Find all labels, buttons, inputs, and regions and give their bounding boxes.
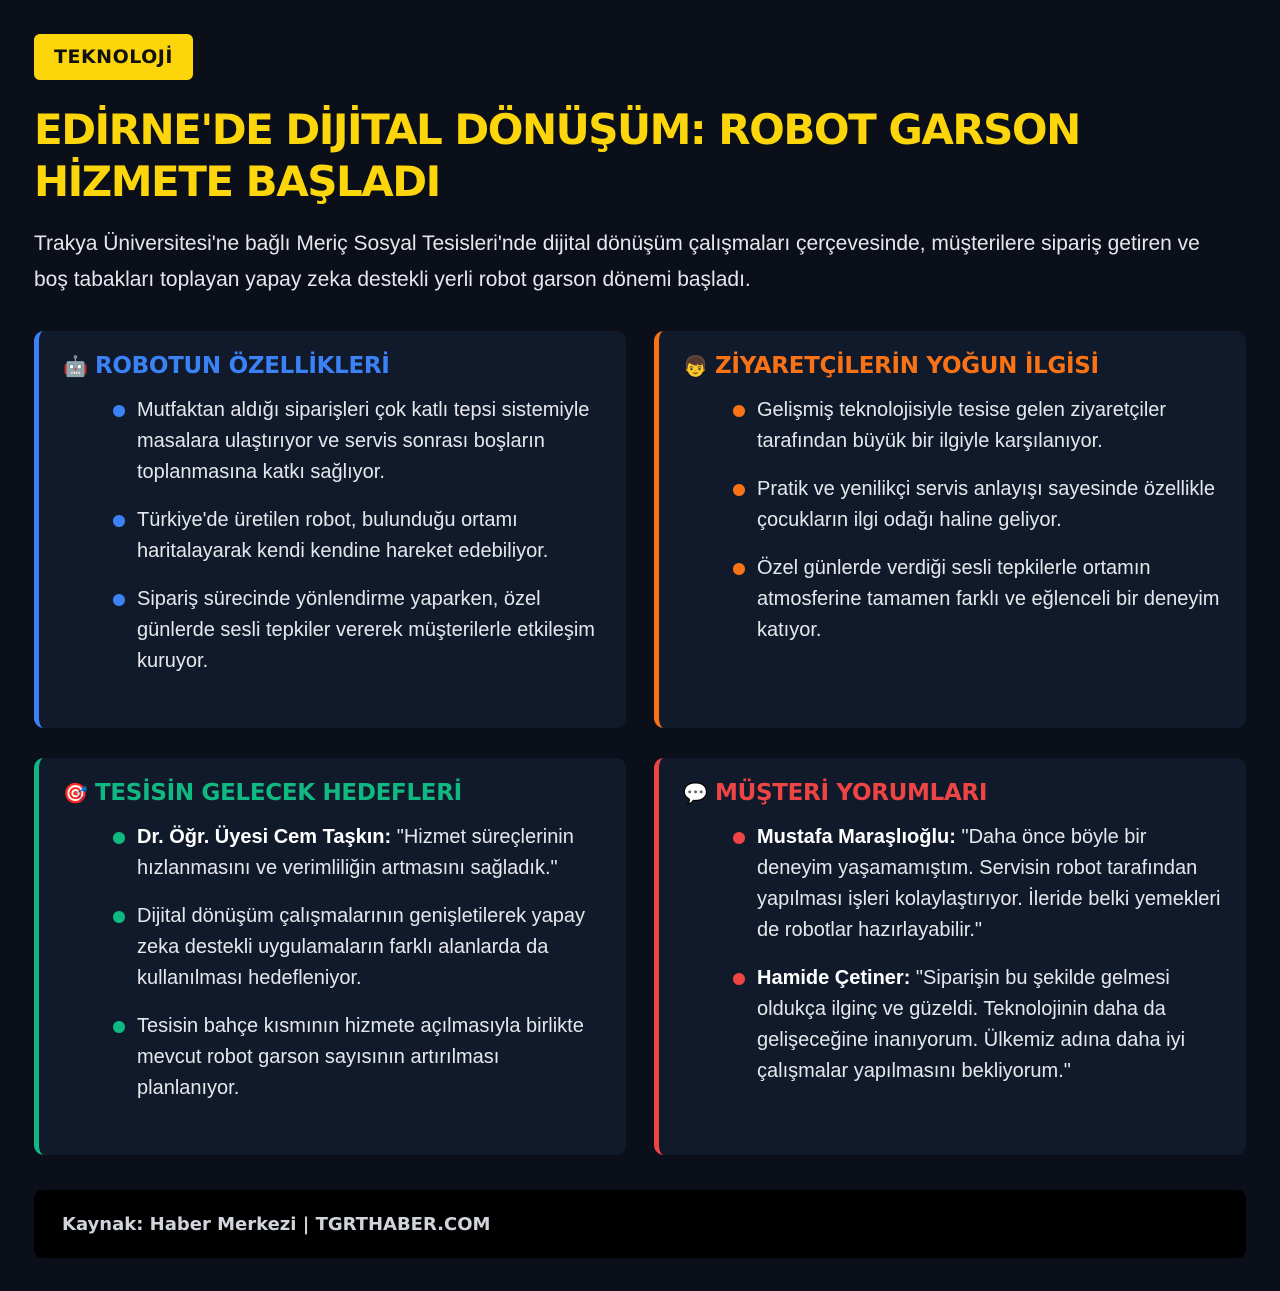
bullet-dot-icon <box>113 911 125 923</box>
robot-icon: 🤖 <box>63 354 88 378</box>
card-heading <box>63 353 602 379</box>
source-footer: Kaynak: Haber Merkezi | TGRTHABER.COM <box>34 1190 1246 1258</box>
child-face-icon: 👦 <box>683 354 708 378</box>
category-badge: TEKNOLOJİ <box>34 34 193 80</box>
lead-paragraph: Trakya Üniversitesi'ne bağlı Meriç Sosyal Tesisleri'nde dijital dönüşüm çalışmaları çerçevesinde, müşterilere sipariş getiren ve boş tabakları toplayan yapay zeka destekli yerli robot garson dönemi başladı. <box>34 232 1200 291</box>
speech-bubble-icon: 💬 <box>683 781 708 805</box>
bullet-dot-icon <box>733 832 745 844</box>
card-heading <box>683 780 1222 806</box>
speaker-name: Dr. Öğr. Üyesi Cem Taşkın: <box>137 826 392 848</box>
list-item <box>113 1011 602 1104</box>
item-text: Dijital dönüşüm çalışmalarının genişletilerek yapay zeka destekli uygulamaların farklı alanlarda da kullanılması hedefleniyor. <box>137 905 585 989</box>
list-item <box>113 395 602 488</box>
item-text: Özel günlerde verdiği sesli tepkilerle ortamın atmosferine tamamen farklı ve eğlenceli bir deneyim katıyor. <box>757 557 1220 641</box>
list-item <box>113 584 602 677</box>
bullet-dot-icon <box>733 973 745 985</box>
item-text: Türkiye'de üretilen robot, bulunduğu ortamı haritalayarak kendi kendine hareket edebiliyor. <box>137 509 549 562</box>
item-text: "Hizmet süreçlerinin hızlanmasını ve verimliliğin artmasını sağladık." <box>137 826 574 879</box>
item-text: Tesisin bahçe kısmının hizmete açılmasıyla birlikte mevcut robot garson sayısının artırılması planlanıyor. <box>137 1015 584 1099</box>
card-heading-text: MÜŞTERİ YORUMLARI <box>715 780 988 806</box>
card-visitor-interest <box>654 331 1246 728</box>
target-icon: 🎯 <box>63 781 88 805</box>
card-heading-text: ROBOTUN ÖZELLİKLERİ <box>95 353 390 379</box>
bullet-list <box>683 822 1222 1087</box>
speaker-name: Hamide Çetiner: <box>757 967 911 989</box>
item-text: Mutfaktan aldığı siparişleri çok katlı tepsi sistemiyle masalara ulaştırıyor ve servis sonrası boşların toplanmasına katkı sağlıyor. <box>137 399 590 483</box>
list-item <box>113 822 602 884</box>
item-text: "Daha önce böyle bir deneyim yaşamamıştım. Servisin robot tarafından yapılması işleri kolaylaştırıyor. İleride belki yemekleri de robotlar hazırlayabilir." <box>757 826 1221 941</box>
list-item <box>733 395 1222 457</box>
item-text: Gelişmiş teknolojisiyle tesise gelen ziyaretçiler tarafından büyük bir ilgiyle karşılanıyor. <box>757 399 1167 452</box>
bullet-dot-icon <box>113 594 125 606</box>
list-item <box>733 822 1222 946</box>
item-text: Sipariş sürecinde yönlendirme yaparken, özel günlerde sesli tepkiler vererek müşterilerle etkileşim kuruyor. <box>137 588 595 672</box>
bullet-dot-icon <box>113 405 125 417</box>
list-item <box>113 505 602 567</box>
list-item <box>113 901 602 994</box>
list-item <box>733 553 1222 646</box>
list-item <box>733 474 1222 536</box>
card-heading <box>63 780 602 806</box>
bullet-dot-icon <box>733 563 745 575</box>
bullet-list <box>63 822 602 1104</box>
page-title: EDİRNE'DE DİJİTAL DÖNÜŞÜM: ROBOT GARSON HİZMETE BAŞLADI <box>34 105 1080 206</box>
bullet-list <box>63 395 602 677</box>
item-text: Pratik ve yenilikçi servis anlayışı sayesinde özellikle çocukların ilgi odağı haline geliyor. <box>757 478 1215 531</box>
bullet-list <box>683 395 1222 646</box>
card-future-goals <box>34 758 626 1155</box>
card-heading <box>683 353 1222 379</box>
card-customer-comments <box>654 758 1246 1155</box>
bullet-dot-icon <box>113 515 125 527</box>
card-heading-text: ZİYARETÇİLERİN YOĞUN İLGİSİ <box>715 353 1099 379</box>
list-item <box>733 963 1222 1087</box>
item-text: "Siparişin bu şekilde gelmesi oldukça ilginç ve güzeldi. Teknolojinin daha da gelişeceğine inanıyorum. Ülkemiz adına daha iyi çalışmalar yapılmasını bekliyorum." <box>757 967 1186 1082</box>
bullet-dot-icon <box>733 405 745 417</box>
bullet-dot-icon <box>113 832 125 844</box>
card-heading-text: TESİSİN GELECEK HEDEFLERİ <box>95 780 462 806</box>
bullet-dot-icon <box>733 484 745 496</box>
bullet-dot-icon <box>113 1021 125 1033</box>
speaker-name: Mustafa Maraşlıoğlu: <box>757 826 956 848</box>
card-robot-features <box>34 331 626 728</box>
